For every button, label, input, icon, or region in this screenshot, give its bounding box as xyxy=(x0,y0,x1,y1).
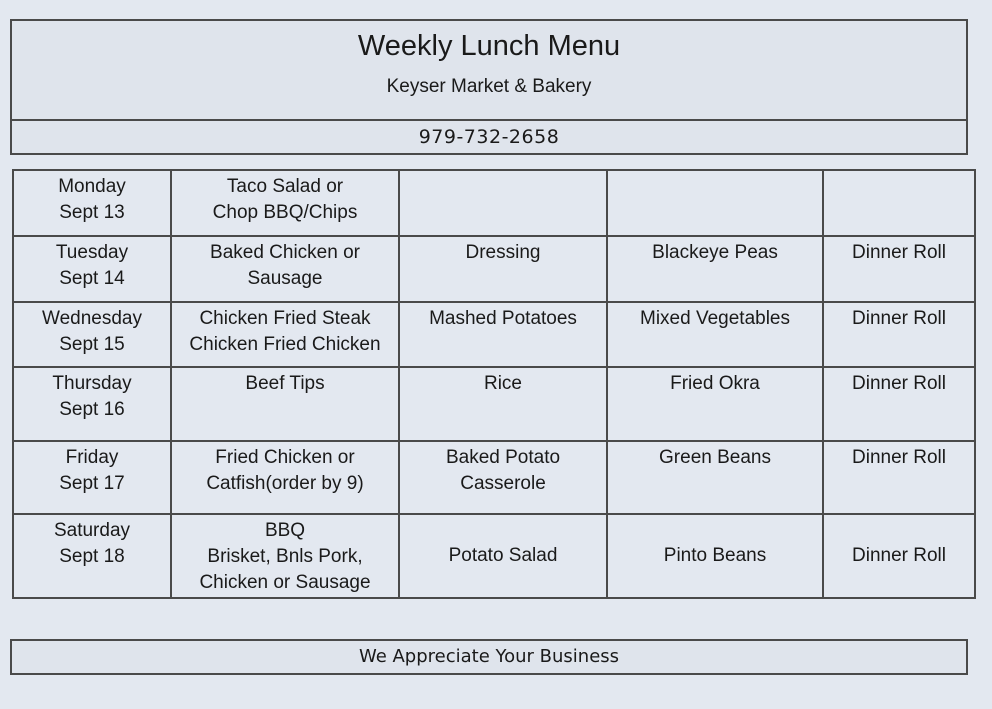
side-dish-2-cell: Blackeye Peas xyxy=(607,236,823,302)
day-cell: Thursday Sept 16 xyxy=(13,367,171,441)
day-cell: Friday Sept 17 xyxy=(13,441,171,514)
side-dish-1-cell: Mashed Potatoes xyxy=(399,302,607,367)
day-cell: Tuesday Sept 14 xyxy=(13,236,171,302)
side-dish-2-cell: Green Beans xyxy=(607,441,823,514)
side-dish-2-cell: Pinto Beans xyxy=(607,514,823,598)
menu-header xyxy=(10,19,968,155)
side-dish-2-cell: Mixed Vegetables xyxy=(607,302,823,367)
side-dish-2-cell: Fried Okra xyxy=(607,367,823,441)
footer-message: We Appreciate Your Business xyxy=(10,639,968,675)
day-cell: Wednesday Sept 15 xyxy=(13,302,171,367)
menu-row-monday xyxy=(13,170,975,236)
side-dish-2-cell xyxy=(607,170,823,236)
bread-cell xyxy=(823,170,975,236)
side-dish-1-cell: Potato Salad xyxy=(399,514,607,598)
menu-row-saturday xyxy=(13,514,975,598)
main-dish-cell: Taco Salad or Chop BBQ/Chips xyxy=(171,170,399,236)
main-dish-cell: Chicken Fried Steak Chicken Fried Chicken xyxy=(171,302,399,367)
menu-row-wednesday xyxy=(13,302,975,367)
side-dish-1-cell xyxy=(399,170,607,236)
main-dish-cell: Beef Tips xyxy=(171,367,399,441)
header-title-area xyxy=(12,21,966,121)
menu-table xyxy=(12,169,976,599)
main-dish-cell: Fried Chicken or Catfish(order by 9) xyxy=(171,441,399,514)
side-dish-1-cell: Rice xyxy=(399,367,607,441)
side-dish-1-cell: Baked Potato Casserole xyxy=(399,441,607,514)
menu-row-friday xyxy=(13,441,975,514)
business-name: Keyser Market & Bakery xyxy=(386,76,592,97)
bread-cell: Dinner Roll xyxy=(823,236,975,302)
main-dish-cell: Baked Chicken or Sausage xyxy=(171,236,399,302)
menu-row-tuesday xyxy=(13,236,975,302)
phone-number: 979-732-2658 xyxy=(418,126,560,148)
day-cell: Saturday Sept 18 xyxy=(13,514,171,598)
bread-cell: Dinner Roll xyxy=(823,441,975,514)
bread-cell: Dinner Roll xyxy=(823,514,975,598)
page-title: Weekly Lunch Menu xyxy=(357,30,621,62)
main-dish-cell: BBQ Brisket, Bnls Pork, Chicken or Sausage xyxy=(171,514,399,598)
side-dish-1-cell: Dressing xyxy=(399,236,607,302)
bread-cell: Dinner Roll xyxy=(823,302,975,367)
bread-cell: Dinner Roll xyxy=(823,367,975,441)
menu-row-thursday xyxy=(13,367,975,441)
day-cell: Monday Sept 13 xyxy=(13,170,171,236)
